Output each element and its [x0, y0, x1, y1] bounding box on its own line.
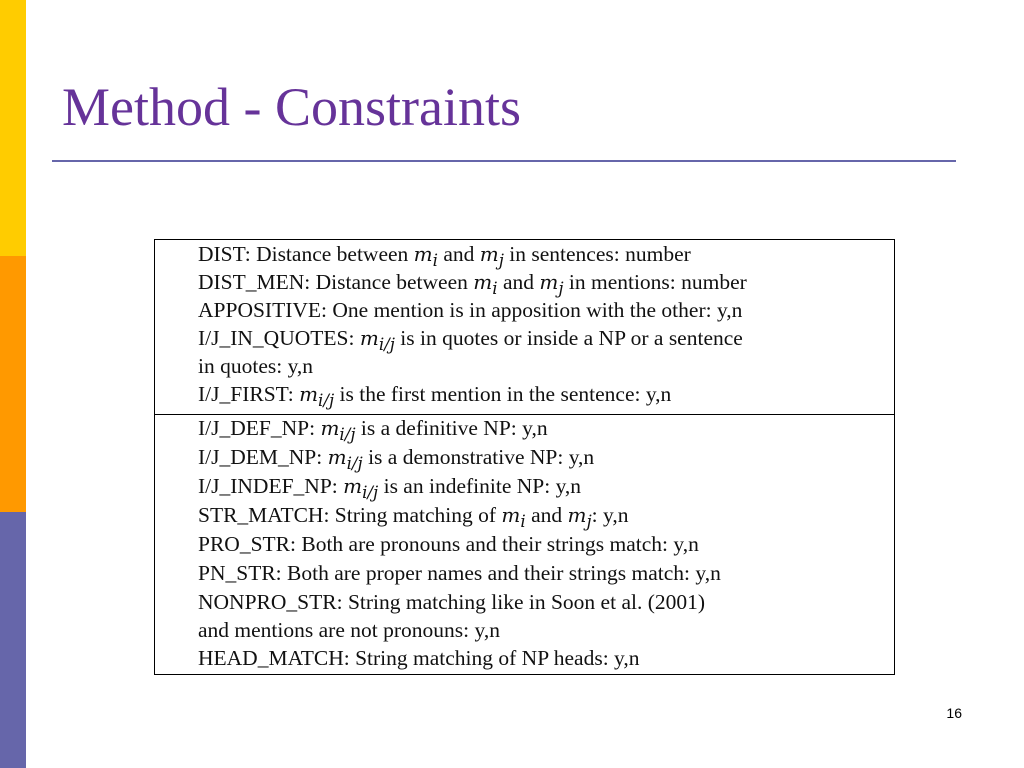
table-section-2 — [155, 414, 894, 674]
table-row: I/J_INDEF_NP: $m_{i/j}$ is an indefinite NP: y,n — [198, 474, 582, 502]
math-var: $m_i$ — [473, 270, 498, 298]
table-row — [198, 352, 313, 380]
math-var: $m_{i/j}$ — [343, 474, 379, 502]
row-label: I/J_FIRST: — [198, 382, 294, 406]
math-var: $m_j$ — [539, 270, 564, 298]
row-label: DIST: — [198, 242, 251, 266]
math-var: $m_j$ — [567, 503, 592, 531]
math-var: $m_i$ — [501, 503, 526, 531]
math-var: $m_j$ — [479, 242, 504, 270]
side-bar-purple — [0, 512, 26, 768]
title-underline — [52, 160, 956, 162]
table-row: PRO_STR: Both are pronouns and their strings match: y,n — [198, 532, 699, 556]
row-label: I/J_DEM_NP: — [198, 445, 323, 469]
math-var: $m_{i/j}$ — [299, 382, 335, 410]
table-row: DIST: Distance between $m_i$ and $m_j$ in sentences: number — [198, 242, 691, 270]
row-label: in quotes: y,n — [198, 354, 314, 378]
row-label: APPOSITIVE: — [198, 298, 328, 322]
row-label: I/J_DEF_NP: — [198, 416, 316, 440]
row-label: PN_STR: — [198, 561, 282, 585]
table-row: I/J_IN_QUOTES: $m_{i/j}$ is in quotes or inside a NP or a sentence — [198, 326, 743, 354]
table-row: DIST_MEN: Distance between $m_i$ and $m_j$ in mentions: number — [198, 270, 747, 298]
table-row: APPOSITIVE: One mention is in apposition with the other: y,n — [198, 298, 743, 322]
math-var: $m_i$ — [413, 242, 438, 270]
table-row: NONPRO_STR: String matching like in Soon et al. (2001) — [198, 590, 706, 614]
math-var: $m_{i/j}$ — [327, 445, 363, 473]
table-row: HEAD_MATCH: String matching of NP heads: y,n — [198, 646, 640, 670]
row-label: PRO_STR: — [198, 532, 296, 556]
row-label: I/J_IN_QUOTES: — [198, 326, 355, 350]
constraints-table — [154, 239, 895, 675]
table-row — [198, 616, 500, 644]
table-row: I/J_DEF_NP: $m_{i/j}$ is a definitive NP: y,n — [198, 416, 548, 444]
side-bar-orange — [0, 256, 26, 512]
table-row: PN_STR: Both are proper names and their strings match: y,n — [198, 561, 721, 585]
table-section-1 — [155, 240, 894, 415]
math-var: $m_{i/j}$ — [359, 326, 395, 354]
math-var: $m_{i/j}$ — [320, 416, 356, 444]
side-bar-yellow — [0, 0, 26, 256]
row-label: DIST_MEN: — [198, 270, 311, 294]
page-number: 16 — [946, 705, 962, 721]
slide-title: Method - Constraints — [62, 77, 521, 137]
table-row: STR_MATCH: String matching of $m_i$ and $m_j$: y,n — [198, 503, 629, 531]
row-label: HEAD_MATCH: — [198, 646, 350, 670]
table-row: I/J_DEM_NP: $m_{i/j}$ is a demonstrative NP: y,n — [198, 445, 595, 473]
row-label: STR_MATCH: — [198, 503, 330, 527]
row-label: I/J_INDEF_NP: — [198, 474, 338, 498]
row-label: NONPRO_STR: — [198, 590, 343, 614]
table-row: I/J_FIRST: $m_{i/j}$ is the first mention in the sentence: y,n — [198, 382, 672, 410]
row-label: and mentions are not pronouns: y,n — [198, 618, 500, 642]
